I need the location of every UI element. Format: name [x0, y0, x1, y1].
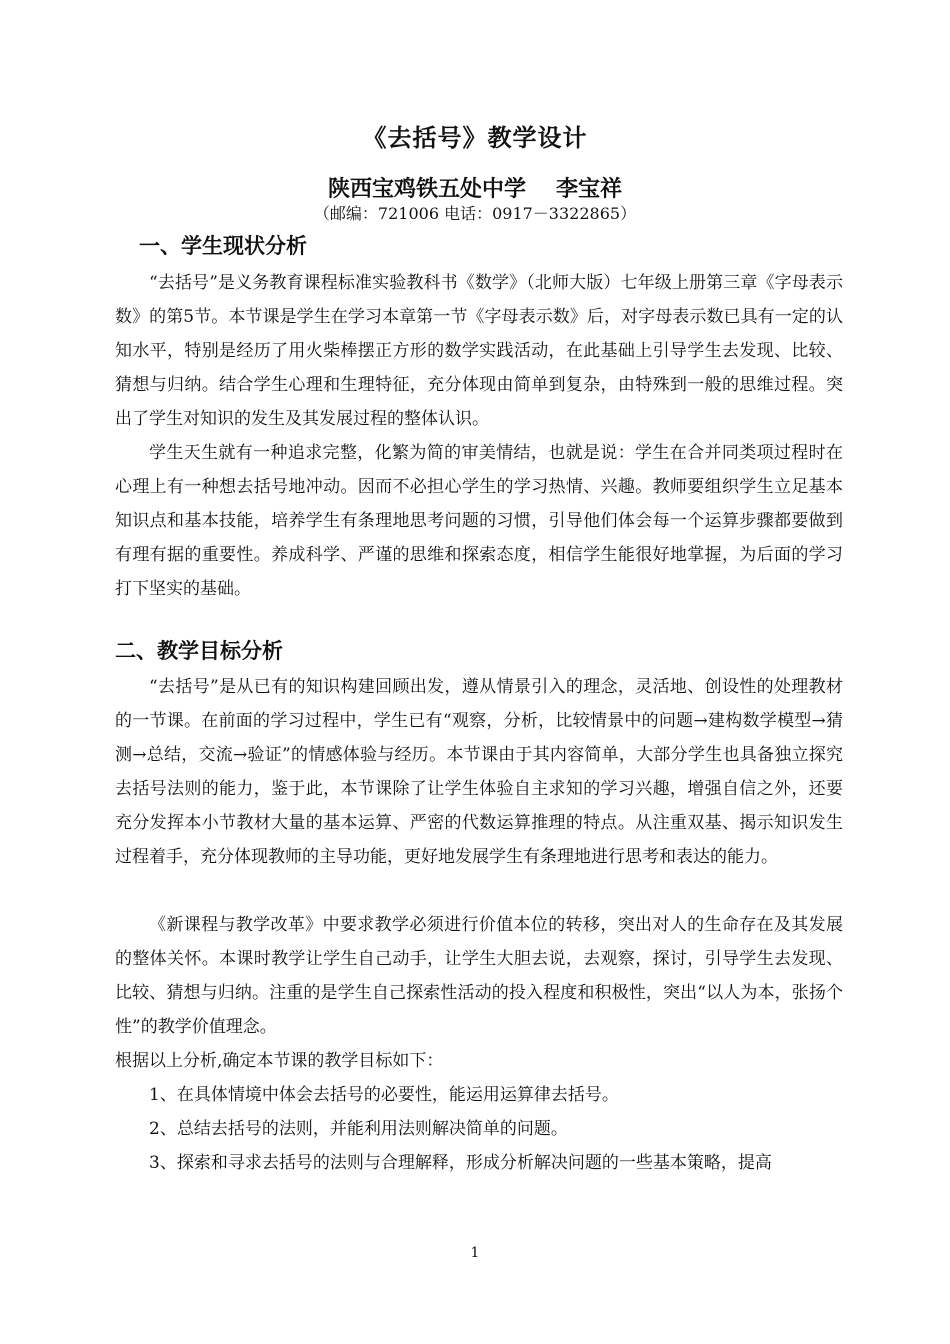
section-2-paragraph-1: “去括号”是从已有的知识构建回顾出发，遵从情景引入的理念，灵活地、创设性的处理教材的一节课。在前面的学习过程中，学生已有“观察，分析，比较情景中的问题→建构数学模型→猜测→总结，交流→验证”的情感体验与经历。本节课由于其内容简单，大部分学生也具备独立探究去括号法则的能力，鉴于此，本节课除了让学生体验自主求知的学习兴趣，增强自信之外，还要充分发挥本小节教材大量的基本运算、严密的代数运算推理的特点。从注重双基、揭示知识发生过程着手，充分体现教师的主导功能，更好地发展学生有条理地进行思考和表达的能力。: [115, 677, 843, 867]
contact-info: （邮编：721006 电话：0917－3322865）: [313, 204, 637, 223]
author-line: [0, 172, 950, 203]
goal-item-2: 2、总结去括号的法则，并能利用法则解决简单的问题。: [149, 1119, 568, 1139]
section-1-paragraph-2: 学生天生就有一种追求完整，化繁为简的审美情结，也就是说：学生在合并同类项过程时在心理上有一种想去括号地冲动。因而不必担心学生的学习热情、兴趣。教师要组织学生立足基本知识点和基本技能，培养学生有条理地思考问题的习惯，引导他们体会每一个运算步骤都要做到有理有据的重要性。养成科学、严谨的思维和探索态度，相信学生能很好地掌握，为后面的学习打下坚实的基础。: [115, 443, 843, 599]
document-title: 《去括号》教学设计: [362, 123, 588, 152]
goals-intro: 根据以上分析,确定本节课的教学目标如下：: [115, 1051, 444, 1071]
goal-item-3: 3、探索和寻求去括号的法则与合理解释，形成分析解决问题的一些基本策略，提高: [149, 1153, 772, 1173]
section-1-paragraph-1: “去括号”是义务教育课程标准实验教科书《数学》（北师大版）七年级上册第三章《字母表示数》的第5节。本节课是学生在学习本章第一节《字母表示数》后，对字母表示数已具有一定的认知水平，特别是经历了用火柴棒摆正方形的数学实践活动，在此基础上引导学生去发现、比较、猜想与归纳。结合学生心理和生理特征，充分体现由简单到复杂，由特殊到一般的思维过程。突出了学生对知识的发生及其发展过程的整体认识。: [115, 273, 843, 429]
author-school: 陕西宝鸡铁五处中学: [327, 176, 526, 202]
author-name: 李宝祥: [556, 176, 623, 202]
section-heading-1: 一、学生现状分析: [139, 233, 307, 258]
section-2-paragraph-2: 《新课程与教学改革》中要求教学必须进行价值本位的转移，突出对人的生命存在及其发展的整体关怀。本课时教学让学生自己动手，让学生大胆去说，去观察，探讨，引导学生去发现、比较、猜想与归纳。注重的是学生自己探索性活动的投入程度和积极性，突出“以人为本，张扬个性”的教学价值理念。: [115, 915, 843, 1037]
goal-item-1: 1、在具体情境中体会去括号的必要性，能运用运算律去括号。: [149, 1085, 619, 1105]
section-heading-2: 二、教学目标分析: [115, 638, 283, 663]
page-number: 1: [470, 1245, 480, 1261]
